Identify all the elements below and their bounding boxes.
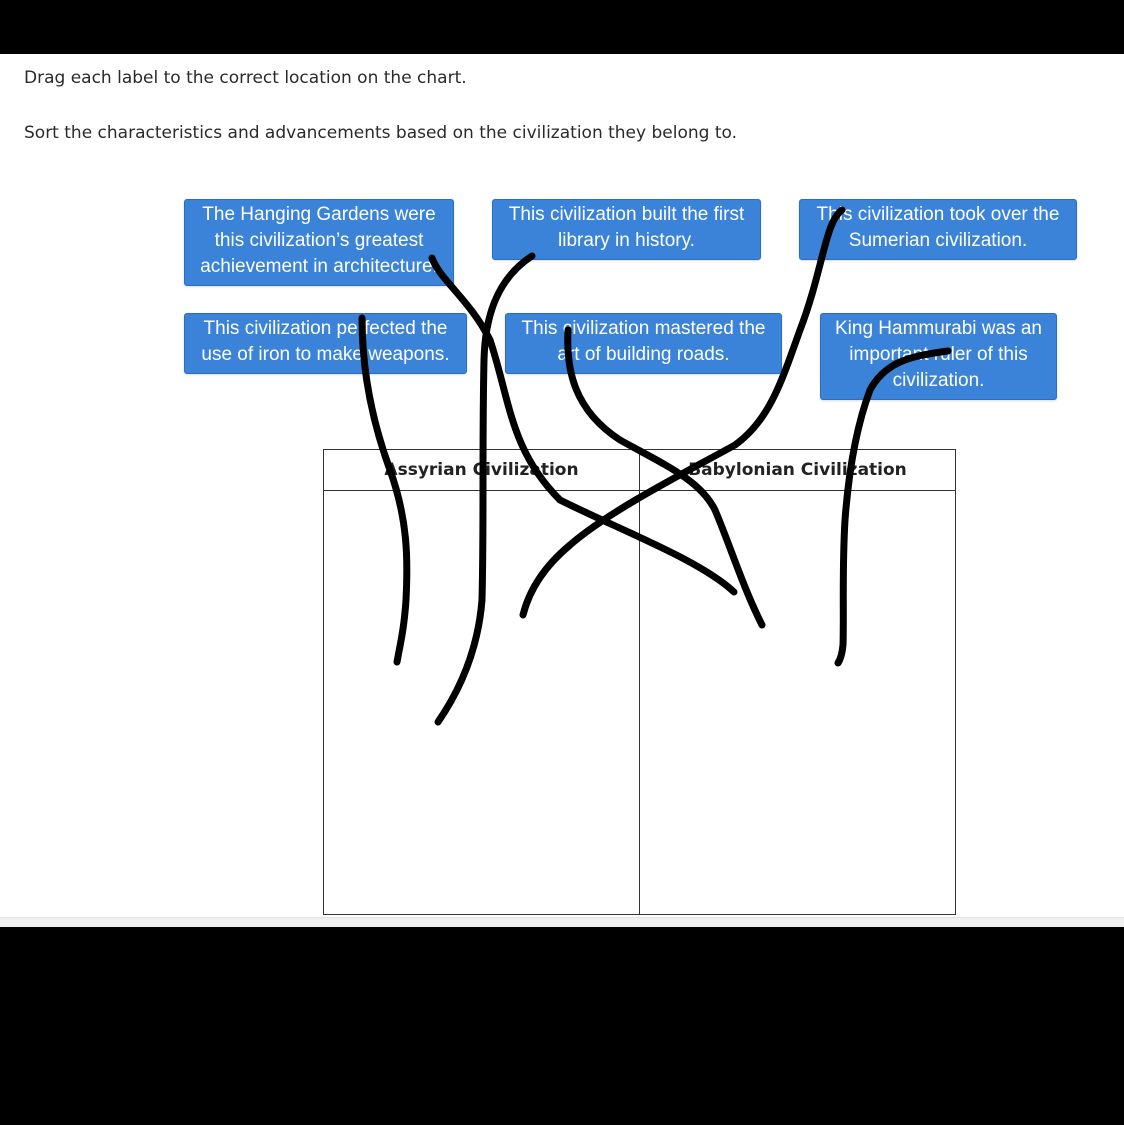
sorting-chart [323,449,956,915]
drag-label-first-library[interactable]: This civilization built the first library in history. [492,199,761,260]
drag-label-took-over-sumerian[interactable]: This civilization took over the Sumerian civilization. [799,199,1077,260]
instruction-sort: Sort the characteristics and advancements based on the civilization they belong to. [24,123,737,143]
drag-label-king-hammurabi[interactable]: King Hammurabi was an important ruler of this civilization. [820,313,1057,400]
column-header-babylonian: Babylonian Civilization [640,450,956,491]
instruction-drag: Drag each label to the correct location on the chart. [24,68,467,88]
drop-zone-assyrian[interactable] [324,491,640,915]
drag-label-hanging-gardens[interactable]: The Hanging Gardens were this civilization’s greatest achievement in architecture. [184,199,454,286]
panel-bottom-divider [0,917,1124,927]
drag-label-building-roads[interactable]: This civilization mastered the art of building roads. [505,313,782,374]
column-header-assyrian: Assyrian Civilization [324,450,640,491]
drop-zone-babylonian[interactable] [640,491,956,915]
drag-label-iron-weapons[interactable]: This civilization perfected the use of iron to make weapons. [184,313,467,374]
